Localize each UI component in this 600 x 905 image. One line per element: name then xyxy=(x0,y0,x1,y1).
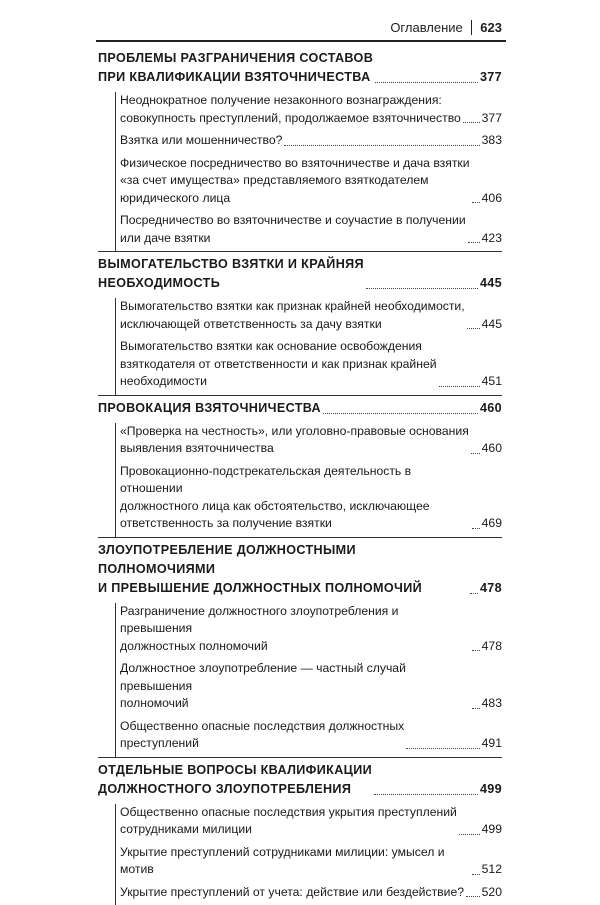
toc-section xyxy=(98,537,502,757)
entry-page: 383 xyxy=(482,132,502,150)
entry-page: 423 xyxy=(482,230,502,248)
entry-title: Неоднократное получение незаконного вознаграждения: совокупность преступлений, продолжаемое взяточничество xyxy=(120,92,461,127)
leader-dots xyxy=(466,896,480,897)
table-of-contents xyxy=(98,46,502,905)
section-title: ЗЛОУПОТРЕБЛЕНИЕ ДОЛЖНОСТНЫМИ ПОЛНОМОЧИЯМИ И ПРЕВЫШЕНИЕ ДОЛЖНОСТНЫХ ПОЛНОМОЧИЙ xyxy=(98,541,468,598)
toc-section xyxy=(98,251,502,395)
toc-entry[interactable] xyxy=(120,132,502,150)
toc-section xyxy=(98,395,502,537)
leader-dots xyxy=(472,650,480,651)
toc-entry[interactable] xyxy=(120,463,502,533)
toc-entry[interactable] xyxy=(120,718,502,753)
section-title: ОТДЕЛЬНЫЕ ВОПРОСЫ КВАЛИФИКАЦИИ ДОЛЖНОСТНОГО ЗЛОУПОТРЕБЛЕНИЯ xyxy=(98,761,372,799)
entry-title: Посредничество во взяточничестве и соучастие в получении или даче взятки xyxy=(120,212,466,247)
section-entries xyxy=(115,804,502,905)
entry-title: Общественно опасные последствия должностных преступлений xyxy=(120,718,404,753)
leader-dots xyxy=(468,242,480,243)
toc-entry[interactable] xyxy=(120,298,502,333)
toc-entry[interactable] xyxy=(120,212,502,247)
toc-section xyxy=(98,757,502,905)
section-page: 445 xyxy=(480,274,502,293)
leader-dots xyxy=(470,593,478,594)
leader-dots xyxy=(467,328,480,329)
leader-dots xyxy=(472,874,480,875)
toc-entry[interactable] xyxy=(120,844,502,879)
entry-title: Должностное злоупотребление — частный случай превышения полномочий xyxy=(120,660,470,713)
toc-entry[interactable] xyxy=(120,660,502,713)
section-page: 478 xyxy=(480,579,502,598)
entry-page: 499 xyxy=(482,821,502,839)
entry-title: Вымогательство взятки как основание освобождения взяткодателя от ответственности и как признак крайней необходимости xyxy=(120,338,437,391)
leader-dots xyxy=(374,794,478,795)
entry-title: Укрытие преступлений от учета: действие или бездействие? xyxy=(120,884,464,902)
entry-title: Разграничение должностного злоупотребления и превышения должностных полномочий xyxy=(120,603,470,656)
section-heading[interactable] xyxy=(98,49,502,87)
entry-title: Вымогательство взятки как признак крайней необходимости, исключающей ответственность за дачу взятки xyxy=(120,298,465,333)
toc-entry[interactable] xyxy=(120,804,502,839)
leader-dots xyxy=(463,122,480,123)
toc-section xyxy=(98,46,502,251)
leader-dots xyxy=(284,145,479,146)
entry-page: 377 xyxy=(482,110,502,128)
toc-entry[interactable] xyxy=(120,92,502,127)
toc-entry[interactable] xyxy=(120,884,502,902)
entry-title: Взятка или мошенничество? xyxy=(120,132,282,150)
entry-page: 406 xyxy=(482,190,502,208)
entry-page: 478 xyxy=(482,638,502,656)
section-page: 460 xyxy=(480,399,502,418)
header-separator xyxy=(471,20,473,35)
entry-title: Провокационно-подстрекательская деятельность в отношении должностного лица как обстоятельство, исключающее ответственность за получение взятки xyxy=(120,463,470,533)
entry-page: 520 xyxy=(482,884,502,902)
leader-dots xyxy=(406,748,479,749)
entry-page: 445 xyxy=(482,316,502,334)
section-page: 377 xyxy=(480,68,502,87)
leader-dots xyxy=(323,413,478,414)
leader-dots xyxy=(459,834,480,835)
entry-page: 460 xyxy=(482,440,502,458)
section-title: ВЫМОГАТЕЛЬСТВО ВЗЯТКИ И КРАЙНЯЯ НЕОБХОДИМОСТЬ xyxy=(98,255,364,293)
section-entries xyxy=(115,92,502,251)
header-label: Оглавление xyxy=(390,20,462,35)
section-entries xyxy=(115,423,502,537)
leader-dots xyxy=(472,708,480,709)
header-page-number: 623 xyxy=(480,20,502,35)
header-rule xyxy=(96,40,506,42)
running-header xyxy=(390,20,502,35)
entry-title: Общественно опасные последствия укрытия преступлений сотрудниками милиции xyxy=(120,804,457,839)
entry-title: Укрытие преступлений сотрудниками милиции: умысел и мотив xyxy=(120,844,470,879)
section-heading[interactable] xyxy=(98,255,502,293)
entry-page: 512 xyxy=(482,861,502,879)
entry-title: Физическое посредничество во взяточничестве и дача взятки «за счет имущества» представляемого взяткодателем юридического лица xyxy=(120,155,470,208)
leader-dots xyxy=(472,528,480,529)
section-page: 499 xyxy=(480,780,502,799)
section-entries xyxy=(115,298,502,395)
section-entries xyxy=(115,603,502,757)
leader-dots xyxy=(375,82,478,83)
section-heading[interactable] xyxy=(98,399,502,418)
entry-page: 483 xyxy=(482,695,502,713)
toc-entry[interactable] xyxy=(120,603,502,656)
leader-dots xyxy=(439,386,480,387)
entry-title: «Проверка на честность», или уголовно-правовые основания выявления взяточничества xyxy=(120,423,469,458)
toc-entry[interactable] xyxy=(120,338,502,391)
section-title: ПРОВОКАЦИЯ ВЗЯТОЧНИЧЕСТВА xyxy=(98,399,321,418)
section-heading[interactable] xyxy=(98,541,502,598)
entry-page: 469 xyxy=(482,515,502,533)
toc-entry[interactable] xyxy=(120,423,502,458)
leader-dots xyxy=(472,202,480,203)
entry-page: 491 xyxy=(482,735,502,753)
leader-dots xyxy=(366,288,478,289)
entry-page: 451 xyxy=(482,373,502,391)
leader-dots xyxy=(471,453,480,454)
section-title: ПРОБЛЕМЫ РАЗГРАНИЧЕНИЯ СОСТАВОВ ПРИ КВАЛИФИКАЦИИ ВЗЯТОЧНИЧЕСТВА xyxy=(98,49,373,87)
toc-entry[interactable] xyxy=(120,155,502,208)
section-heading[interactable] xyxy=(98,761,502,799)
